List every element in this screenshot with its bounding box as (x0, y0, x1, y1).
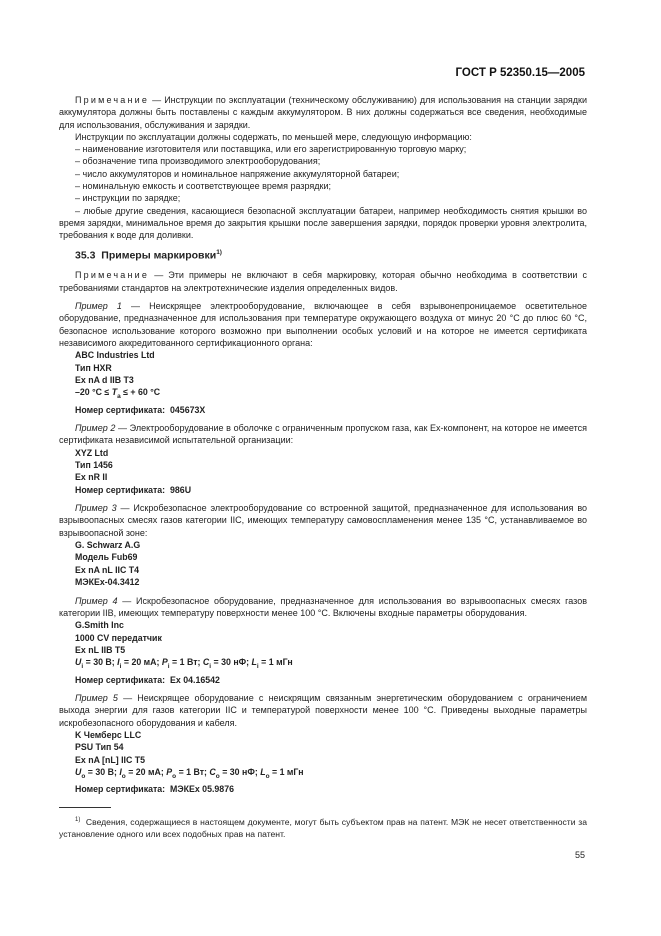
example-text: — Неискрящее электрооборудование, включающее в себя взрывонепроницаемое осветительное оборудование, предназначенное для использования при температуре окружающего воздуха от минус 20 °С до плюс 60 °С, безопасное использование которого возможно при выполнении особых условий и на которое не имеется сертификата независимого аккредитованного сертификационного органа: (59, 300, 587, 348)
param-value: = 1 мГн (269, 767, 304, 778)
note-label: Примечание (75, 95, 150, 105)
param-subscript: o (121, 772, 126, 780)
instructions-intro: Инструкции по эксплуатации должны содержать, по меньшей мере, следующую информацию: (75, 131, 472, 142)
param-value: = 30 нФ; (219, 767, 261, 778)
marking-temperature (75, 386, 587, 403)
example-text: — Искробезопасное оборудование, предназначенное для использования во взрывоопасных смесях газов категории IIB, имеющих температуру поверхности менее 100 °С. Включены входные параметры оборудования. (59, 595, 587, 618)
param-subscript: i (119, 663, 122, 671)
param-value: = 20 мА; (121, 657, 162, 668)
marking-line: 1000 CV передатчик (75, 632, 162, 643)
param-value: = 30 В; (83, 657, 118, 668)
param-subscript: o (215, 772, 220, 780)
param-value: = 1 Вт; (176, 767, 210, 778)
note-text: — Эти примеры не включают в себя маркировку, которая обычно необходима в соответствии с требованиями стандартов на электротехнические изделия определенных видов. (59, 270, 587, 293)
param-subscript: i (256, 663, 259, 671)
param-value: = 30 нФ; (211, 657, 252, 668)
param-value: = 20 мА; (125, 767, 167, 778)
example-label: Пример 2 (75, 422, 116, 433)
param-symbol: L (260, 767, 266, 778)
document-header: ГОСТ Р 52350.15—2005 (455, 67, 585, 79)
temp-high: ≤ + 60 °C (120, 387, 161, 398)
page-content (59, 94, 587, 796)
footnote-marker: 1) (75, 817, 81, 823)
marking-line: Тип HXR (75, 362, 112, 373)
cert-value: МЭКЕх 05.9876 (170, 784, 234, 795)
temp-low: –20 °C ≤ (75, 387, 112, 398)
marking-line: Ex nL IIB T5 (75, 645, 126, 656)
param-value: = 30 В; (85, 767, 120, 778)
param-symbol: C (209, 767, 216, 778)
marking-certificate (75, 404, 587, 416)
example-text: — Электрооборудование в оболочке с ограниченным пропуском газа, как Ех-компонент, на которое не имеется сертификата независимой испытательной организации: (59, 422, 587, 446)
param-subscript: o (172, 772, 177, 780)
cert-label: Номер сертификата: (75, 404, 166, 415)
marking-line: Модель Fub69 (75, 552, 138, 563)
list-item: – любые другие сведения, касающиеся безопасной эксплуатации батареи, например необходимость снятия крышки во время зарядки, минимальное время до закрытия крышки после завершения зарядки, порядок проверки уровня электролита, требования к воде для доливки. (59, 205, 587, 241)
param-value: = 1 Вт; (169, 657, 203, 668)
cert-label: Номер сертификата: (75, 484, 166, 495)
marking-certificate (75, 674, 587, 686)
list-item: – номинальную емкость и соответствующее время разрядки; (75, 181, 332, 192)
list-item: – обозначение типа производимого электрооборудования; (75, 156, 321, 167)
footnote-divider (59, 807, 111, 808)
param-symbol: L (251, 657, 257, 668)
marking-line: ABC Industries Ltd (75, 350, 155, 361)
example-1-paragraph (59, 300, 587, 349)
marking-line: PSU Тип 54 (75, 742, 124, 753)
example-label: Пример 4 (75, 595, 118, 606)
marking-certificate (75, 783, 587, 795)
list-item: – число аккумуляторов и номинальное напряжение аккумуляторной батареи; (75, 168, 400, 179)
marking-line: Ex nA d IIB T3 (75, 374, 134, 385)
param-subscript: i (167, 663, 170, 671)
list-item: – наименование изготовителя или поставщика, или его зарегистрированную торговую марку; (75, 144, 467, 155)
marking-line: Ex nA nL IIC T4 (75, 564, 140, 575)
section-heading (75, 247, 587, 262)
param-symbol: P (166, 767, 173, 778)
example-text: — Искробезопасное электрооборудование со встроенной защитой, предназначенное для использования во взрывоопасных смесях газов категории IIC, имеющих температуру самовоспламенения менее 135 °С, устанавливаемое во взрывоопасной зоне: (59, 503, 587, 538)
marking-line: Тип 1456 (75, 459, 113, 470)
marking-line: Ex nR II (75, 472, 108, 483)
example-text: — Неискрящее оборудование с неискрящим связанным энергетическим оборудованием с ограничением выхода энергии для газов категории IIC и температурой поверхности менее 100 °С. Приведены выходные параметры искробезопасного оборудования и кабеля. (59, 693, 588, 728)
temp-subscript: a (117, 393, 121, 401)
marking-line: XYZ Ltd (75, 447, 109, 458)
marking-line: G. Schwarz A.G (75, 540, 141, 551)
marking-line: Ex nA [nL] IIC T5 (75, 754, 146, 765)
note-label: Примечание (75, 270, 150, 281)
cert-value: 045673X (170, 404, 206, 415)
param-value: = 1 мГн (258, 657, 293, 668)
param-subscript: o (81, 772, 86, 780)
cert-label: Номер сертификата: (75, 674, 166, 685)
cert-value: 986U (170, 484, 192, 495)
example-label: Пример 5 (75, 693, 118, 704)
example-label: Пример 1 (75, 300, 122, 311)
cert-label: Номер сертификата: (75, 784, 166, 795)
param-subscript: i (209, 663, 212, 671)
list-item: – инструкции по зарядке; (75, 193, 181, 204)
section-number: 35.3 (75, 249, 96, 262)
example-label: Пример 3 (75, 503, 117, 514)
example-5-paragraph (59, 692, 587, 729)
footnote (59, 814, 587, 840)
param-symbol: P (161, 657, 168, 668)
example-2-paragraph (59, 422, 587, 447)
marking-line: G.Smith Inc (75, 620, 124, 631)
marking-line: МЭКЕх-04.3412 (75, 577, 140, 588)
note-paragraph (59, 94, 587, 131)
temp-symbol: T (111, 387, 118, 398)
param-symbol: U (75, 657, 82, 668)
param-symbol: I (117, 657, 120, 668)
marking-certificate (75, 484, 587, 496)
footnote-ref: 1) (216, 248, 222, 256)
param-subscript: i (81, 663, 84, 671)
example-4-paragraph (59, 595, 587, 620)
example-3-paragraph (59, 502, 587, 539)
footnote-text: Сведения, содержащиеся в настоящем документе, могут быть субъектом прав на патент. МЭК не несет ответственности за установление одного или всех подобных прав на патент. (59, 816, 587, 839)
section-title: Примеры маркировки (101, 249, 217, 262)
marking-line: K Чемберс LLC (75, 729, 142, 740)
param-symbol: I (119, 767, 122, 778)
page-number: 55 (574, 850, 585, 860)
note-paragraph (59, 269, 587, 294)
note-text: — Инструкции по эксплуатации (техническому обслуживанию) для использования на станции зарядки аккумулятора должны быть поставлены с каждым аккумулятором. В них должны содержаться все сведения, необходимые для использования, обслуживания и зарядки. (59, 95, 587, 130)
param-symbol: C (202, 657, 210, 668)
marking-parameters (75, 656, 587, 673)
marking-parameters (75, 766, 587, 783)
param-symbol: U (75, 767, 82, 778)
cert-value: Ex 04.16542 (170, 674, 220, 685)
param-subscript: o (265, 772, 270, 780)
